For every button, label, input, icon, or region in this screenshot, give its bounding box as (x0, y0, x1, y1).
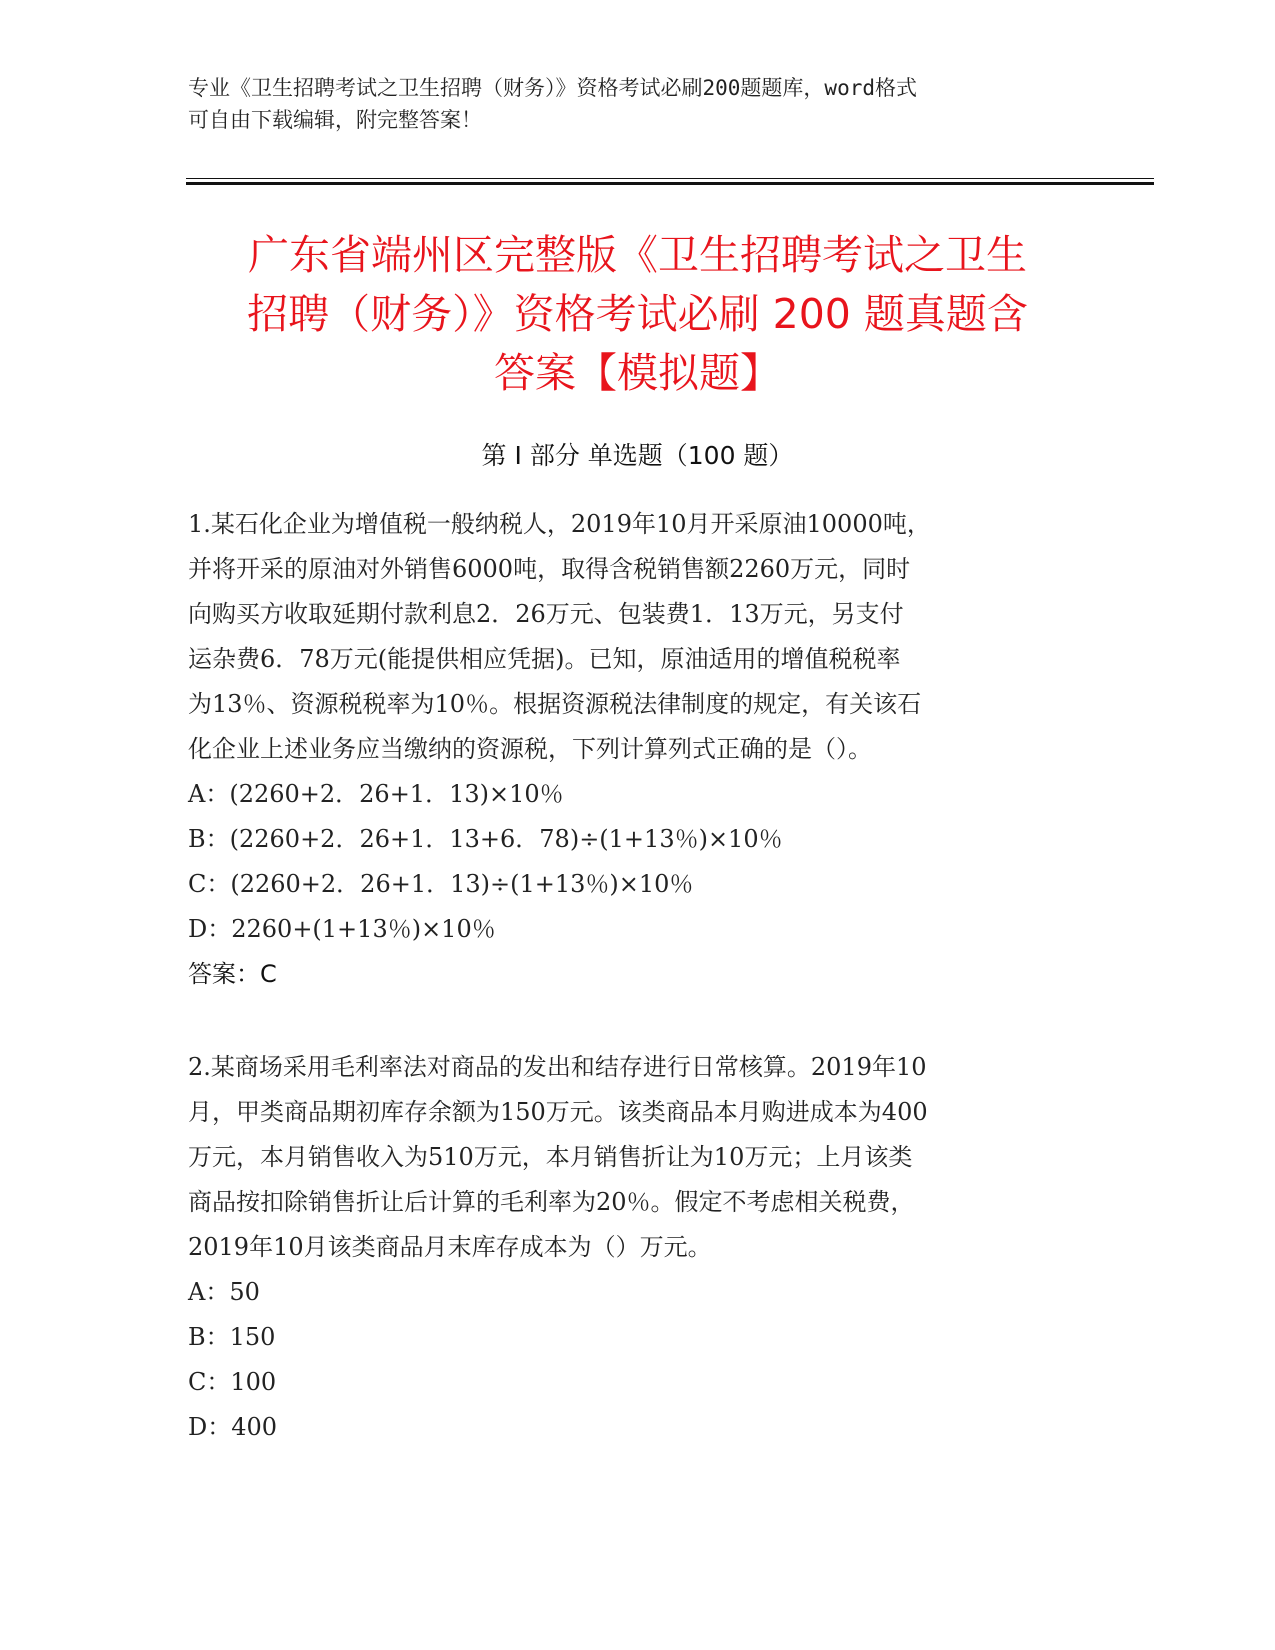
option-b: B：150 (188, 1323, 276, 1351)
question-text-line: 1.某石化企业为增值税一般纳税人，2019年10月开采原油10000吨， (188, 510, 931, 538)
option-a: A：50 (188, 1278, 260, 1306)
question-text-line: 运杂费6．78万元(能提供相应凭据)。已知，原油适用的增值税税率 (188, 645, 901, 673)
header-divider-thick (186, 182, 1154, 185)
question-text-line: 并将开采的原油对外销售6000吨，取得含税销售额2260万元，同时 (188, 555, 911, 583)
answer-text: 答案：C (188, 960, 277, 988)
question-text-line: 向购买方收取延期付款利息2．26万元、包装费1．13万元，另支付 (188, 600, 904, 628)
title-line-3: 答案【模拟题】 (494, 349, 781, 397)
option-a: A：(2260+2．26+1．13)×10％ (188, 780, 564, 808)
title-line-1: 广东省端州区完整版《卫生招聘考试之卫生 (248, 231, 1027, 279)
question-text-line: 化企业上述业务应当缴纳的资源税，下列计算列式正确的是（）。 (188, 735, 872, 763)
document-title (150, 226, 1125, 403)
option-b: B：(2260+2．26+1．13+6．78)÷(1+13％)×10％ (188, 825, 783, 853)
option-d: D：2260+(1+13％)×10％ (188, 915, 496, 943)
header-line-1: 专业《卫生招聘考试之卫生招聘（财务）》资格考试必刷200题题库，word格式 (188, 76, 917, 100)
option-c: C：(2260+2．26+1．13)÷(1+13％)×10％ (188, 870, 694, 898)
question-text-line: 为13％、资源税税率为10％。根据资源税法律制度的规定，有关该石 (188, 690, 922, 718)
question-text-line: 商品按扣除销售折让后计算的毛利率为20％。假定不考虑相关税费， (188, 1188, 915, 1216)
option-c: C：100 (188, 1368, 277, 1396)
header-divider-thin (186, 178, 1154, 179)
question-text-line: 万元，本月销售收入为510万元，本月销售折让为10万元；上月该类 (188, 1143, 913, 1171)
section-heading: 第 I 部分 单选题（100 题） (481, 441, 794, 470)
header-line-2: 可自由下载编辑，附完整答案！ (188, 108, 482, 132)
option-d: D：400 (188, 1413, 278, 1441)
question-1 (188, 502, 1088, 997)
question-text-line: 月，甲类商品期初库存余额为150万元。该类商品本月购进成本为400 (188, 1098, 928, 1126)
question-text-line: 2.某商场采用毛利率法对商品的发出和结存进行日常核算。2019年10 (188, 1053, 927, 1081)
question-text-line: 2019年10月该类商品月末库存成本为（）万元。 (188, 1233, 712, 1261)
title-line-2: 招聘（财务）》资格考试必刷 200 题真题含 (247, 290, 1028, 338)
question-2 (188, 1045, 1088, 1450)
page-header (188, 72, 1068, 136)
